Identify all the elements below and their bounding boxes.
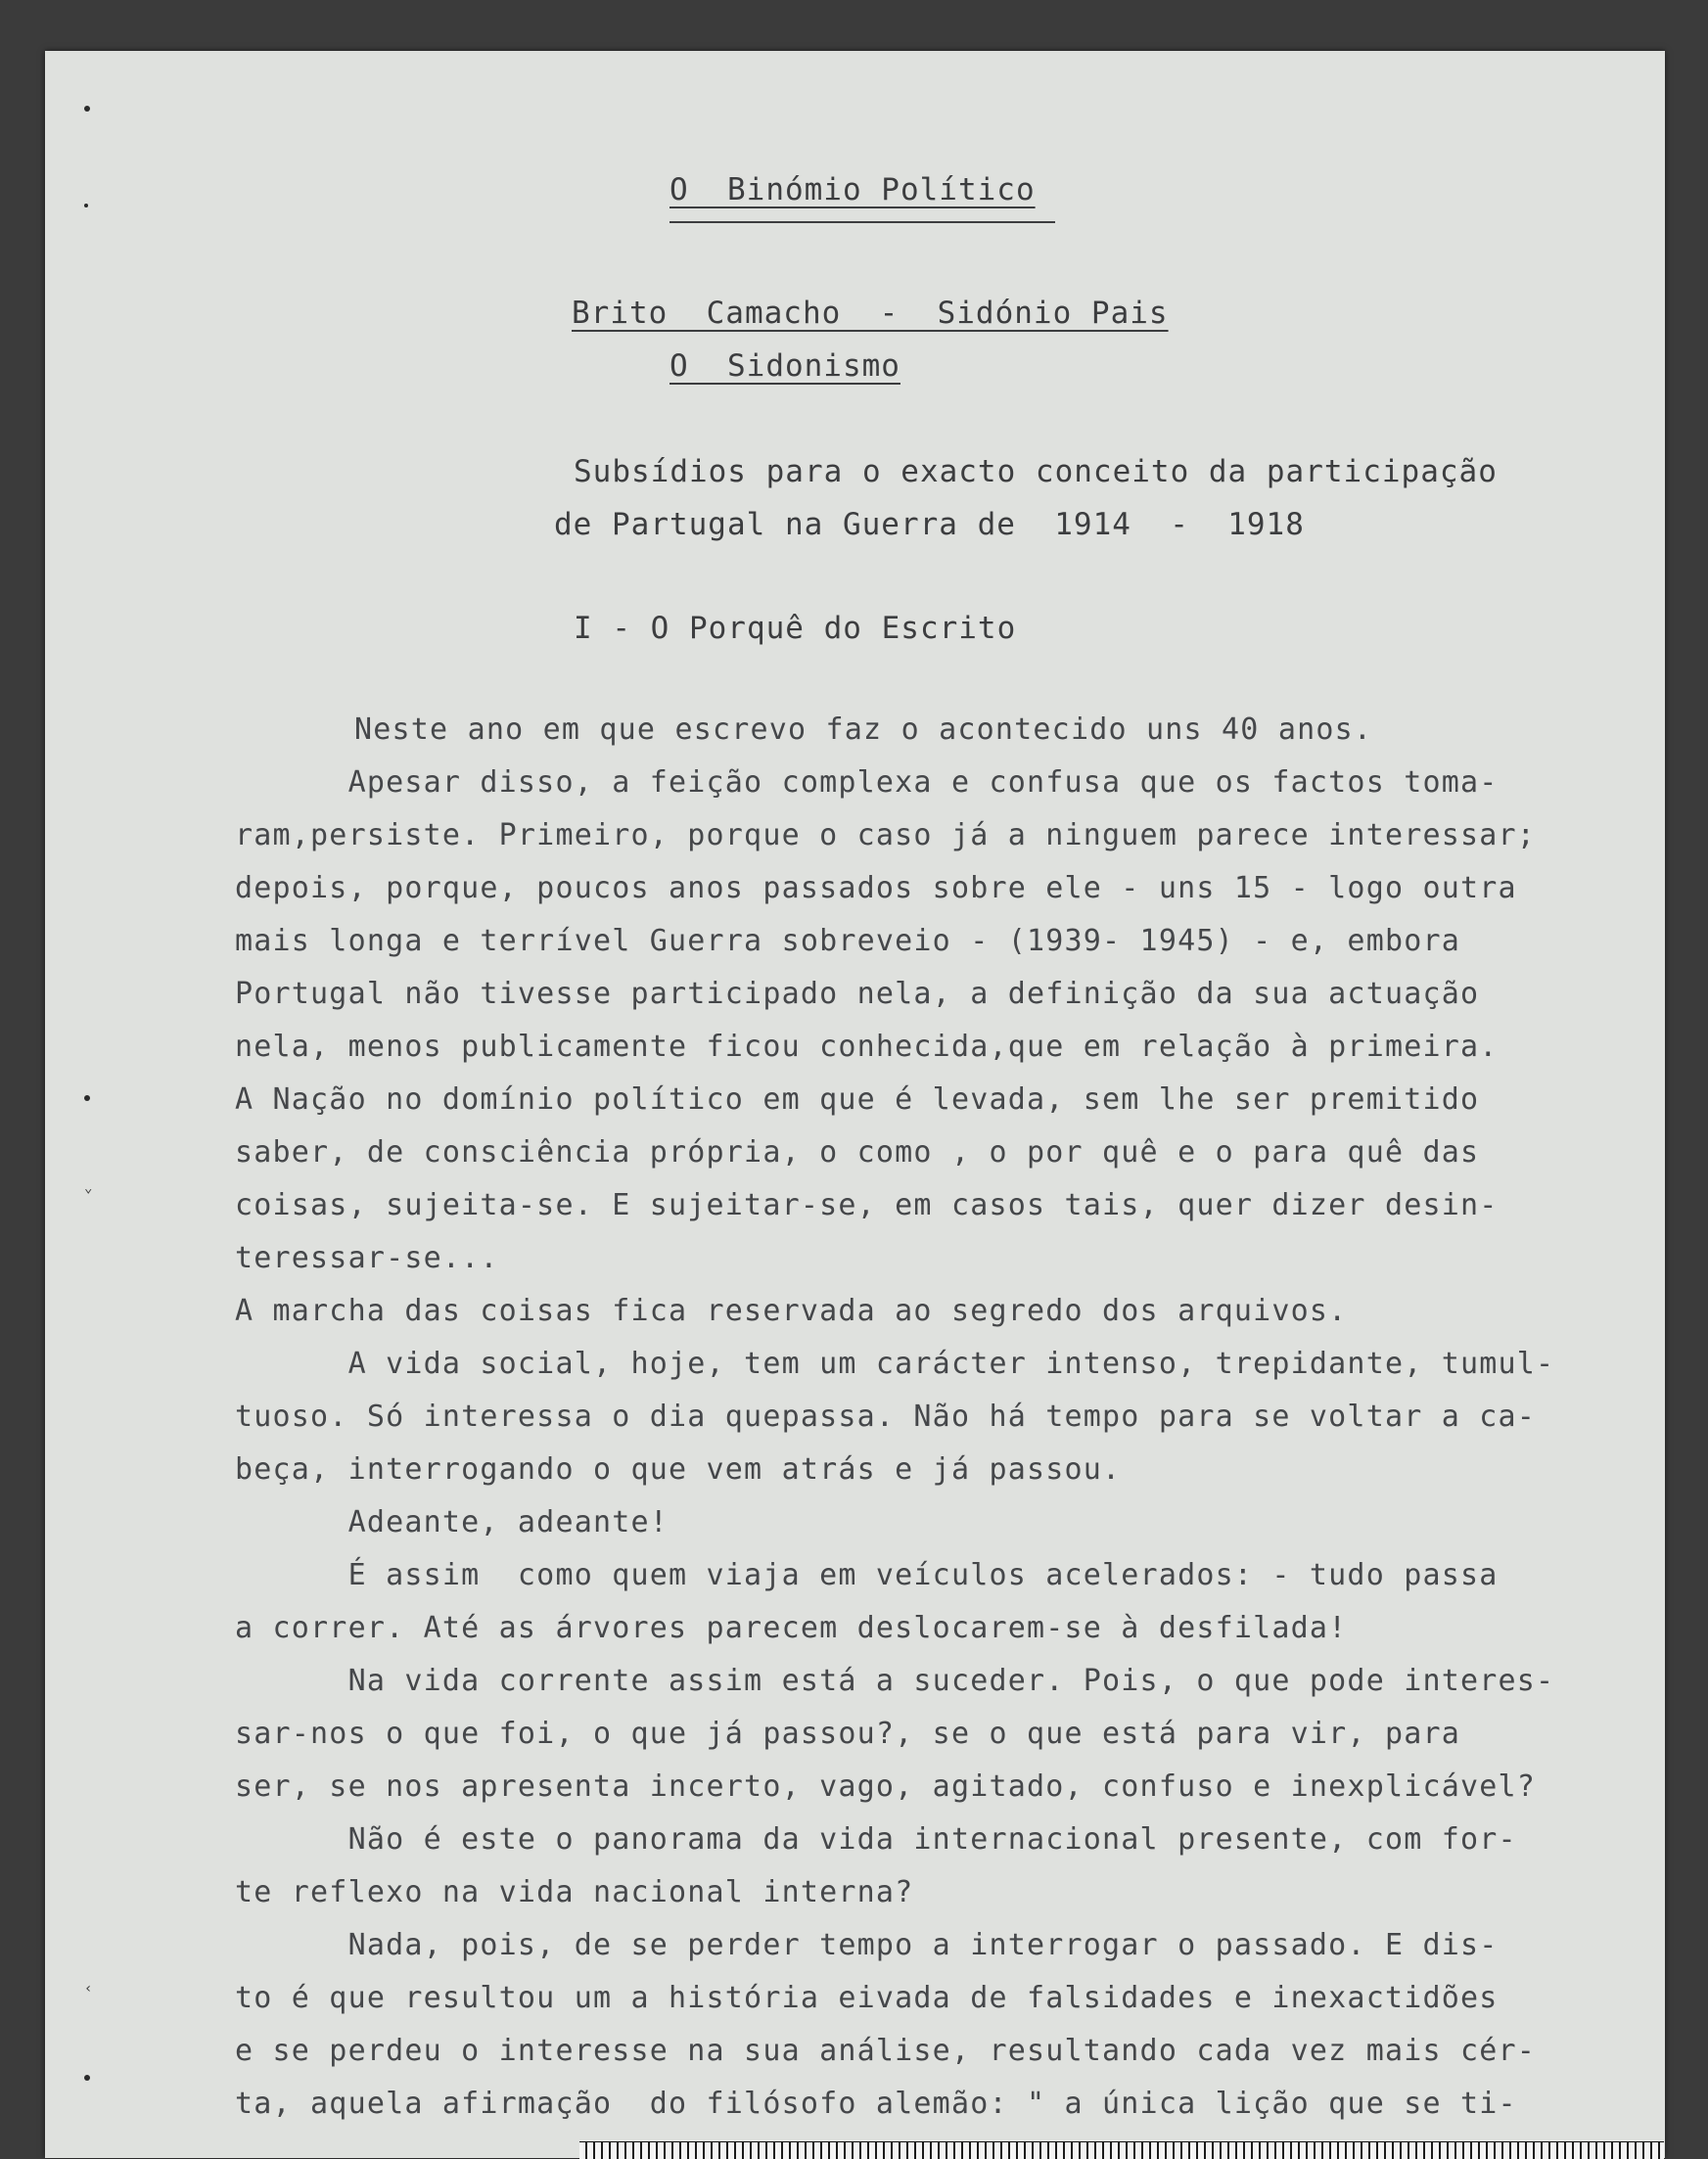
body-line: nela, menos publicamente ficou conhecida,que em relação à primeira. bbox=[235, 1030, 1499, 1064]
body-line: É assim como quem viaja em veículos acelerados: - tudo passa bbox=[235, 1558, 1499, 1592]
body-line: e se perdeu o interesse na sua análise, resultando cada vez mais cér- bbox=[235, 2034, 1537, 2068]
binder-hole bbox=[84, 1095, 90, 1101]
document-subtitle-names: Brito Camacho - Sidónio Pais bbox=[572, 296, 1169, 331]
scan-scale-strip bbox=[579, 2141, 1664, 2159]
body-line: Adeante, adeante! bbox=[235, 1505, 669, 1539]
body-line: coisas, sujeita-se. E sujeitar-se, em casos tais, quer dizer desin- bbox=[235, 1188, 1499, 1222]
body-line: Apesar disso, a feição complexa e confusa que os factos toma- bbox=[235, 765, 1499, 800]
body-line: te reflexo na vida nacional interna? bbox=[235, 1875, 914, 1909]
binder-mark: ‹ bbox=[84, 1981, 93, 1997]
epigraph-line-1: Subsídios para o exacto conceito da participação bbox=[574, 454, 1498, 489]
body-line: to é que resultou um a história eivada de falsidades e inexactidões bbox=[235, 1981, 1499, 2015]
body-line: Portugal não tivesse participado nela, a definição da sua actuação bbox=[235, 977, 1480, 1011]
binder-hole bbox=[84, 106, 90, 112]
body-line: sar-nos o que foi, o que já passou?, se o que está para vir, para bbox=[235, 1717, 1460, 1751]
body-line: A marcha das coisas fica reservada ao segredo dos arquivos. bbox=[235, 1294, 1348, 1328]
body-line: beça, interrogando o que vem atrás e já passou. bbox=[235, 1452, 1122, 1487]
body-line: Na vida corrente assim está a suceder. Pois, o que pode interes- bbox=[235, 1664, 1555, 1698]
body-line: ser, se nos apresenta incerto, vago, agitado, confuso e inexplicável? bbox=[235, 1769, 1537, 1804]
body-line: A vida social, hoje, tem um carácter intenso, trepidante, tumul- bbox=[235, 1347, 1555, 1381]
title-double-underline bbox=[669, 221, 1055, 223]
body-line: depois, porque, poucos anos passados sobre ele - uns 15 - logo outra bbox=[235, 871, 1517, 905]
document-subtitle-sidonismo: O Sidonismo bbox=[669, 348, 900, 384]
body-line: Nada, pois, de se perder tempo a interrogar o passado. E dis- bbox=[235, 1928, 1499, 1962]
body-line: A Nação no domínio político em que é levada, sem lhe ser premitido bbox=[235, 1082, 1480, 1117]
body-line: Não é este o panorama da vida internacional presente, com for- bbox=[235, 1822, 1517, 1857]
epigraph-line-2: de Partugal na Guerra de 1914 - 1918 bbox=[554, 507, 1305, 542]
body-line: a correr. Até as árvores parecem deslocarem-se à desfilada! bbox=[235, 1611, 1348, 1645]
body-line: saber, de consciência própria, o como , o por quê e o para quê das bbox=[235, 1135, 1480, 1170]
body-line: teressar-se... bbox=[235, 1241, 499, 1275]
body-line: tuoso. Só interessa o dia quepassa. Não há tempo para se voltar a ca- bbox=[235, 1400, 1537, 1434]
body-line: mais longa e terrível Guerra sobreveio - (1939- 1945) - e, embora bbox=[235, 924, 1460, 958]
body-line: Neste ano em que escrevo faz o acontecido uns 40 anos. bbox=[354, 712, 1373, 747]
binder-hole bbox=[84, 204, 88, 207]
binder-mark: ⌄ bbox=[84, 1180, 93, 1196]
binder-hole bbox=[84, 2075, 90, 2081]
body-line: ta, aquela afirmação do filósofo alemão: " a única lição que se ti- bbox=[235, 2087, 1517, 2121]
body-line: ram,persiste. Primeiro, porque o caso já a ninguem parece interessar; bbox=[235, 818, 1537, 852]
document-title: O Binómio Político bbox=[669, 172, 1036, 207]
section-heading: I - O Porquê do Escrito bbox=[574, 611, 1017, 646]
